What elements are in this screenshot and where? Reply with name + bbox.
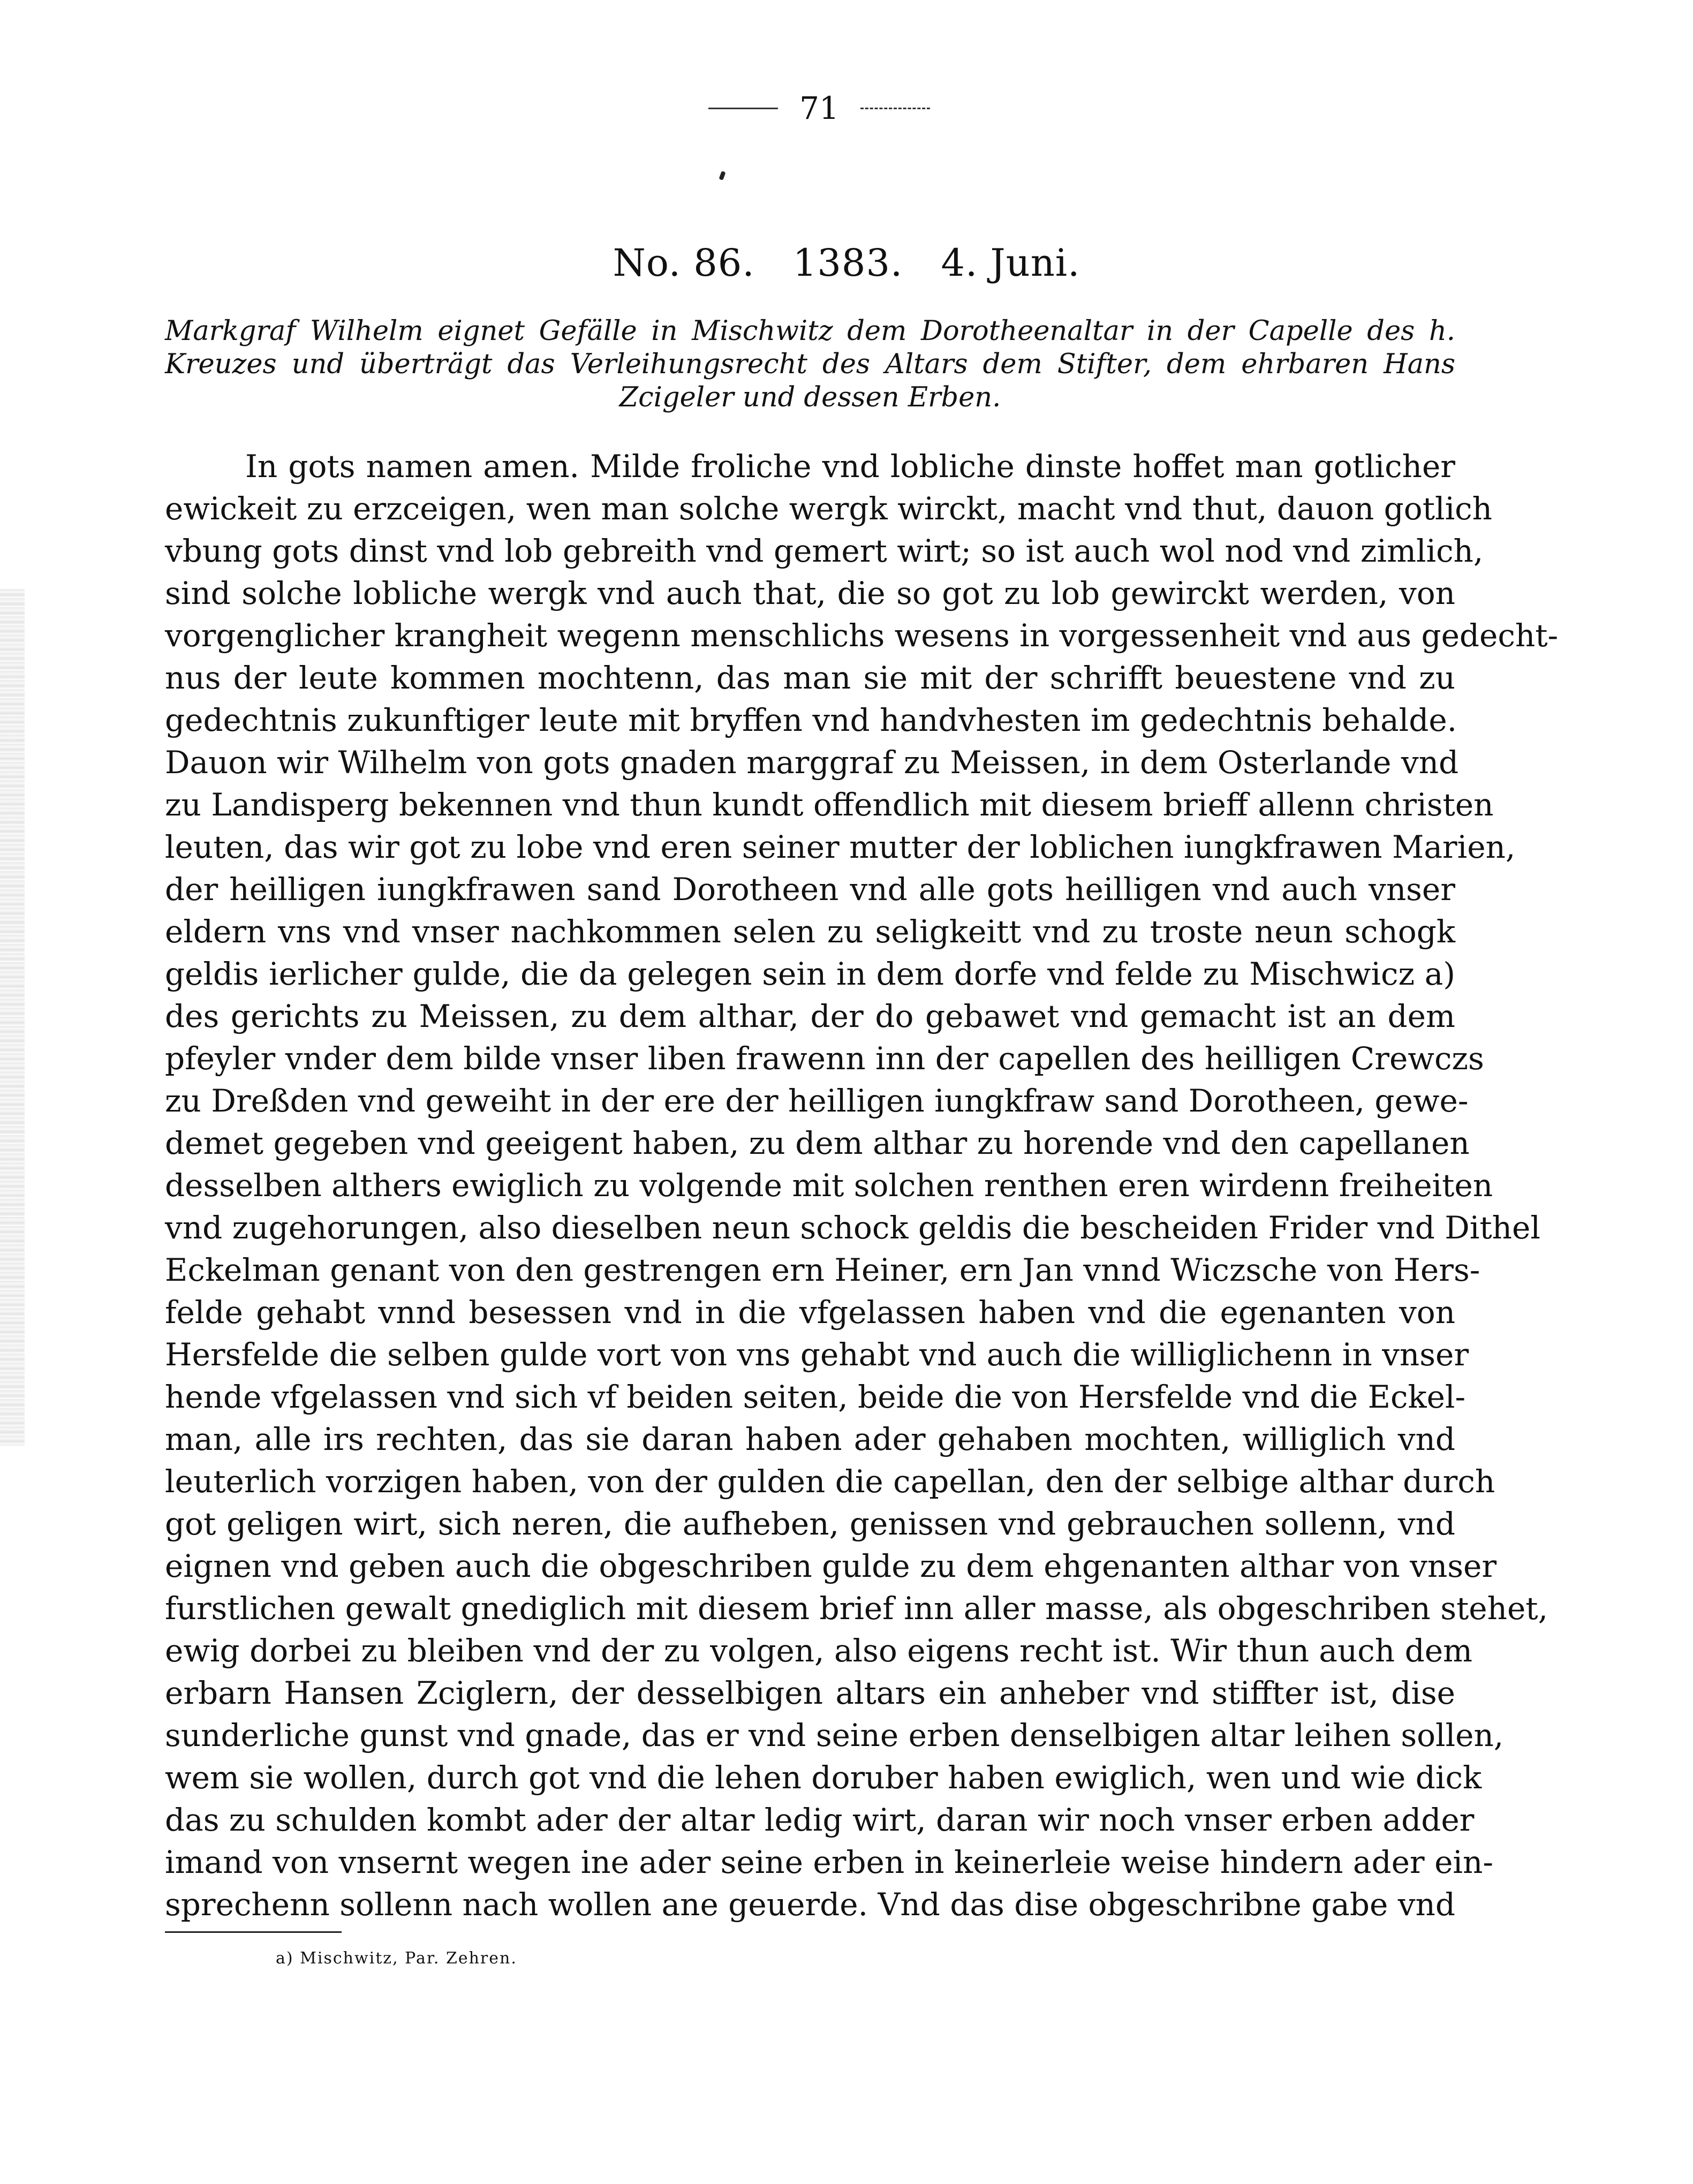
body-line: zu Landisperg bekennen vnd thun kundt offendlich mit diesem brieff allenn christen — [165, 787, 1494, 823]
document-heading — [0, 241, 1693, 285]
body-line: Eckelman genant von den gestrengen ern Heiner, ern Jan vnnd Wiczsche von Hers- — [165, 1252, 1480, 1288]
body-line: imand von vnsernt wegen ine ader seine erben in keinerleie weise hindern ader ein- — [165, 1844, 1493, 1880]
body-line: man, alle irs rechten, das sie daran haben ader gehaben mochten, williglich vnd — [165, 1421, 1455, 1457]
body-line: des gerichts zu Meissen, zu dem althar, der do gebawet vnd gemacht ist an dem — [165, 998, 1455, 1034]
body-line: sind solche lobliche wergk vnd auch that, die so got zu lob gewirckt werden, von — [165, 575, 1455, 611]
body-line: das zu schulden kombt ader der altar ledig wirt, daran wir noch vnser erben adder — [165, 1802, 1475, 1838]
body-line: desselben althers ewiglich zu volgende mit solchen renthen eren wirdenn freiheiten — [165, 1167, 1493, 1204]
page-number-rule-left — [708, 108, 778, 109]
body-line: got geligen wirt, sich neren, die aufheben, genissen vnd gebrauchen sollenn, vnd — [165, 1506, 1455, 1542]
document-body — [165, 445, 1559, 1926]
body-line: In gots namen amen. Milde froliche vnd lobliche dinste hoffet man gotlicher — [245, 448, 1455, 485]
body-line: geldis ierlicher gulde, die da gelegen sein in dem dorfe vnd felde zu Mischwicz a) — [165, 956, 1455, 992]
body-line: ewig dorbei zu bleiben vnd der zu volgen, also eigens recht ist. Wir thun auch dem — [165, 1633, 1473, 1669]
body-line: nus der leute kommen mochtenn, das man sie mit der schrifft beuestene vnd zu — [165, 660, 1455, 696]
body-line: wem sie wollen, durch got vnd die lehen doruber haben ewiglich, wen und wie dick — [165, 1759, 1482, 1796]
body-line: vbung gots dinst vnd lob gebreith vnd gemert wirt; so ist auch wol nod vnd zimlich, — [165, 533, 1484, 569]
body-line: erbarn Hansen Zciglern, der desselbigen altars ein anheber vnd stiffter ist, dise — [165, 1675, 1455, 1711]
document-summary: Markgraf Wilhelm eignet Gefälle in Mischwitz dem Dorotheenaltar in der Capelle des h. Kreuzes und überträgt das Verleihungsrecht des Altars dem Stifter, dem ehrbaren Hans Zcigeler und dessen Erben. — [165, 315, 1455, 413]
body-line: leuten, das wir got zu lobe vnd eren seiner mutter der loblichen iungkfrawen Marien, — [165, 829, 1516, 865]
body-line: furstlichen gewalt gnediglich mit diesem brief inn aller masse, als obgeschriben stehet, — [165, 1590, 1548, 1627]
body-line: leuterlich vorzigen haben, von der gulden die capellan, den der selbige althar durch — [165, 1463, 1495, 1500]
body-line: Hersfelde die selben gulde vort von vns gehabt vnd auch die williglichenn in vnser — [165, 1336, 1469, 1373]
body-line: gedechtnis zukunftiger leute mit bryffen vnd handvhesten im gedechtnis behalde. — [165, 702, 1457, 738]
footnote-separator — [165, 1931, 342, 1933]
page-number-rule-right — [860, 108, 930, 109]
body-line: Dauon wir Wilhelm von gots gnaden marggraf zu Meissen, in dem Osterlande vnd — [165, 744, 1459, 781]
body-line: sunderliche gunst vnd gnade, das er vnd seine erben denselbigen altar leihen sollen, — [165, 1717, 1504, 1754]
body-line: felde gehabt vnnd besessen vnd in die vfgelassen haben vnd die egenanten von — [165, 1294, 1455, 1331]
page-number — [680, 87, 958, 130]
page-number-value: 71 — [799, 90, 839, 126]
body-line: zu Dreßden vnd geweiht in der ere der heilligen iungkfraw sand Dorotheen, gewe- — [165, 1083, 1469, 1119]
body-line: ewickeit zu erzceigen, wen man solche wergk wirckt, macht vnd thut, dauon gotlich — [165, 490, 1492, 527]
body-line: eldern vns vnd vnser nachkommen selen zu seligkeitt vnd zu troste neun schogk — [165, 913, 1455, 950]
body-line: hende vfgelassen vnd sich vf beiden seiten, beide die von Hersfelde vnd die Eckel- — [165, 1379, 1466, 1415]
body-line: eignen vnd geben auch die obgeschriben gulde zu dem ehgenanten althar von vnser — [165, 1548, 1497, 1584]
footnote: a) Mischwitz, Par. Zehren. — [276, 1949, 517, 1968]
document-year: 1383. — [792, 241, 903, 285]
body-line: der heilligen iungkfrawen sand Dorotheen vnd alle gots heilligen vnd auch vnser — [165, 871, 1455, 908]
body-line: vnd zugehorungen, also dieselben neun schock geldis die bescheiden Frider vnd Dithel — [165, 1210, 1540, 1246]
body-line: sprechenn sollenn nach wollen ane geuerde. Vnd das dise obgeschribne gabe vnd — [165, 1886, 1455, 1923]
body-line: demet gegeben vnd geeigent haben, zu dem althar zu horende vnd den capellanen — [165, 1125, 1470, 1161]
body-line: vorgenglicher krangheit wegenn menschlichs wesens in vorgessenheit vnd aus gedecht- — [165, 617, 1559, 654]
document-date: 4. Juni. — [941, 241, 1080, 285]
document-number: No. 86. — [613, 241, 755, 285]
body-line: pfeyler vnder dem bilde vnser liben frawenn inn der capellen des heilligen Crewczs — [165, 1040, 1484, 1077]
scan-edge-shadow — [0, 589, 25, 1446]
scan-speck — [719, 171, 726, 180]
